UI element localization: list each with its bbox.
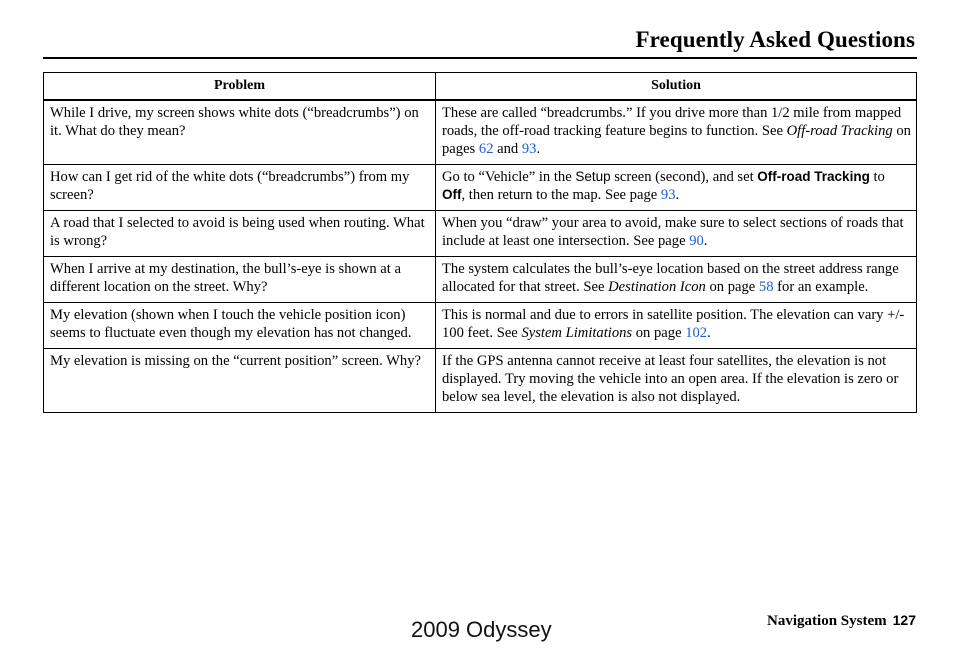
ui-term-offroad-tracking: Off-road Tracking [757, 169, 870, 184]
page-link[interactable]: 62 [478, 141, 494, 157]
page-link[interactable]: 93 [521, 141, 537, 157]
page-footer [767, 612, 916, 630]
solution-cell: If the GPS antenna cannot receive at least four satellites, the elevation is not displayed. Try moving the vehicle into an open area. If the elevation is zero or below sea level, the elevation is also not displayed. [436, 349, 917, 413]
table-row [44, 100, 917, 165]
title-divider [43, 57, 917, 59]
solution-cell: When you “draw” your area to avoid, make sure to select sections of roads that include at least one intersection. See page 90. [436, 211, 917, 257]
table-header-row [44, 73, 917, 101]
table-row [44, 165, 917, 211]
watermark: 2009 Odyssey [411, 617, 552, 642]
problem-cell: My elevation is missing on the “current position” screen. Why? [44, 349, 436, 413]
reference-title: Destination Icon [608, 279, 706, 295]
page-link[interactable]: 102 [685, 325, 708, 341]
page-link[interactable]: 90 [689, 233, 704, 249]
ui-term-off: Off [442, 187, 462, 202]
column-header-problem: Problem [44, 73, 436, 101]
table-row [44, 349, 917, 413]
reference-title: Off-road Tracking [786, 123, 893, 139]
solution-cell: This is normal and due to errors in satellite position. The elevation can vary +/- 100 feet. See System Limitations on page 102. [436, 303, 917, 349]
solution-cell: The system calculates the bull’s-eye location based on the street address range allocated for that street. See Destination Icon on page 58 for an example. [436, 257, 917, 303]
problem-cell: My elevation (shown when I touch the vehicle position icon) seems to fluctuate even though my elevation has not changed. [44, 303, 436, 349]
problem-cell: How can I get rid of the white dots (“breadcrumbs”) from my screen? [44, 165, 436, 211]
table-row [44, 303, 917, 349]
solution-cell: These are called “breadcrumbs.” If you drive more than 1/2 mile from mapped roads, the off-road tracking feature begins to function. See Off-road Tracking on pages 62 and 93. [436, 100, 917, 165]
problem-cell: A road that I selected to avoid is being used when routing. What is wrong? [44, 211, 436, 257]
problem-cell: While I drive, my screen shows white dots (“breadcrumbs”) on it. What do they mean? [44, 100, 436, 165]
footer-system-name: Navigation System [767, 613, 887, 629]
problem-cell: When I arrive at my destination, the bull’s-eye is shown at a different location on the street. Why? [44, 257, 436, 303]
reference-title: System Limitations [521, 325, 633, 341]
table-row [44, 211, 917, 257]
page-title: Frequently Asked Questions [635, 27, 915, 52]
page-number: 127 [892, 612, 916, 628]
faq-table [43, 72, 917, 413]
solution-cell: Go to “Vehicle” in the Setup screen (second), and set Off-road Tracking to Off, then return to the map. See page 93. [436, 165, 917, 211]
table-row [44, 257, 917, 303]
column-header-solution: Solution [436, 73, 917, 101]
ui-term-setup: Setup [575, 169, 611, 184]
page-link[interactable]: 58 [758, 279, 774, 295]
page-link[interactable]: 93 [660, 187, 676, 203]
